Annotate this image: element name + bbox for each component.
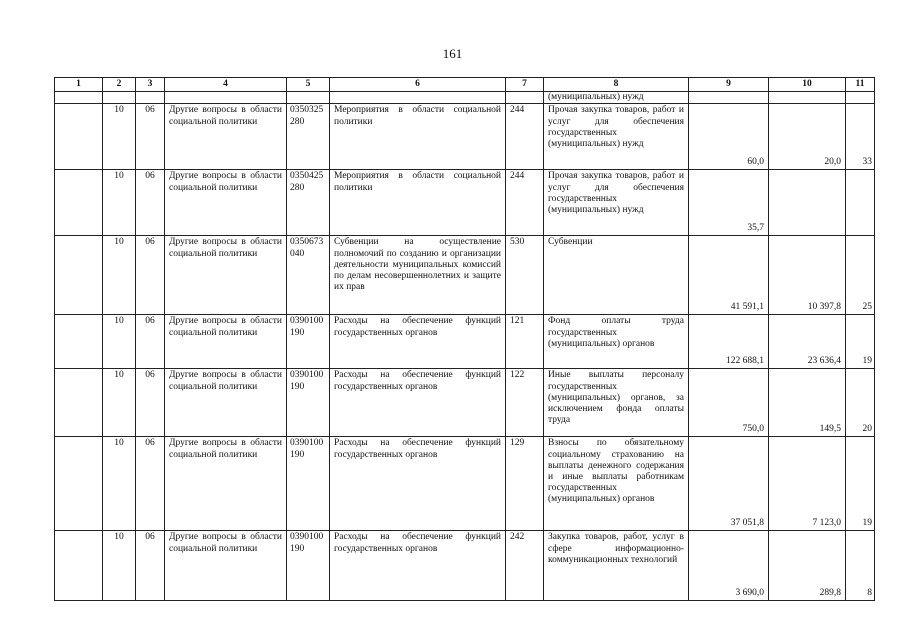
column-header-8: 8: [544, 78, 689, 92]
cell-subsection: [136, 92, 165, 104]
cell-col11: 19: [846, 315, 875, 369]
cell-target-code: 0390100190: [287, 315, 330, 369]
cell-subsection: 06: [136, 315, 165, 369]
cell-col1: [55, 236, 103, 315]
cell-expense-type: 121: [506, 315, 544, 369]
cell-col10: 7 123,0: [769, 437, 846, 531]
table-row: [55, 315, 875, 369]
table-body: [55, 92, 875, 601]
cell-col11: [846, 170, 875, 236]
cell-col10: 23 636,4: [769, 315, 846, 369]
column-header-11: 11: [846, 78, 875, 92]
column-header-5: 5: [287, 78, 330, 92]
cell-col1: [55, 369, 103, 437]
cell-target-code: 0350673040: [287, 236, 330, 315]
cell-section: 10: [103, 531, 136, 601]
table-row: [55, 236, 875, 315]
cell-section: 10: [103, 315, 136, 369]
table-row: [55, 369, 875, 437]
cell-section-name: Другие вопросы в области социальной политики: [165, 369, 287, 437]
cell-col11: 19: [846, 437, 875, 531]
column-header-2: 2: [103, 78, 136, 92]
cell-col10: 149,5: [769, 369, 846, 437]
cell-section-name: Другие вопросы в области социальной политики: [165, 104, 287, 170]
cell-col11: 20: [846, 369, 875, 437]
cell-target-name: [330, 92, 506, 104]
cell-col9: 60,0: [689, 104, 769, 170]
continuation-text: (муниципальных) нужд: [544, 92, 689, 104]
column-header-6: 6: [330, 78, 506, 92]
cell-target-name: Мероприятия в области социальной политики: [330, 104, 506, 170]
cell-target-code: 0390100190: [287, 369, 330, 437]
cell-subsection: 06: [136, 369, 165, 437]
cell-target-code: 0350425280: [287, 170, 330, 236]
column-header-3: 3: [136, 78, 165, 92]
cell-col1: [55, 437, 103, 531]
cell-expense-name: Прочая закупка товаров, работ и услуг для обеспечения государственных (муниципальных) нужд: [544, 170, 689, 236]
column-header-10: 10: [769, 78, 846, 92]
cell-expense-type: 122: [506, 369, 544, 437]
cell-col11: 8: [846, 531, 875, 601]
cell-expense-name: Прочая закупка товаров, работ и услуг для обеспечения государственных (муниципальных) нужд: [544, 104, 689, 170]
cell-col10: [769, 170, 846, 236]
cell-section-name: Другие вопросы в области социальной политики: [165, 437, 287, 531]
cell-target-name: Расходы на обеспечение функций государственных органов: [330, 369, 506, 437]
cell-target-name: Расходы на обеспечение функций государственных органов: [330, 531, 506, 601]
cell-section: 10: [103, 236, 136, 315]
cell-col9: 3 690,0: [689, 531, 769, 601]
cell-col1: [55, 104, 103, 170]
cell-target-code: 0350325280: [287, 104, 330, 170]
column-header-4: 4: [165, 78, 287, 92]
cell-col10: 289,8: [769, 531, 846, 601]
cell-subsection: 06: [136, 437, 165, 531]
cell-col9: 750,0: [689, 369, 769, 437]
cell-section-name: Другие вопросы в области социальной политики: [165, 531, 287, 601]
cell-col9: 41 591,1: [689, 236, 769, 315]
cell-section: 10: [103, 369, 136, 437]
cell-col1: [55, 315, 103, 369]
cell-subsection: 06: [136, 170, 165, 236]
cell-target-name: Мероприятия в области социальной политики: [330, 170, 506, 236]
cell-subsection: 06: [136, 531, 165, 601]
cell-col9: 35,7: [689, 170, 769, 236]
page-number: 161: [442, 46, 463, 61]
cell-col11: [846, 92, 875, 104]
column-header-7: 7: [506, 78, 544, 92]
cell-expense-name: Иные выплаты персоналу государственных (муниципальных) органов, за исключением фонда оплаты труда: [544, 369, 689, 437]
cell-expense-type: 244: [506, 170, 544, 236]
cell-target-code: [287, 92, 330, 104]
cell-col1: [55, 531, 103, 601]
cell-section: 10: [103, 170, 136, 236]
cell-expense-type: 244: [506, 104, 544, 170]
cell-col9: [689, 92, 769, 104]
cell-col11: 25: [846, 236, 875, 315]
cell-section-name: [165, 92, 287, 104]
cell-section-name: Другие вопросы в области социальной политики: [165, 170, 287, 236]
cell-section-name: Другие вопросы в области социальной политики: [165, 236, 287, 315]
cell-expense-name: Фонд оплаты труда государственных (муниципальных) органов: [544, 315, 689, 369]
cell-target-name: Субвенции на осуществление полномочий по созданию и организации деятельности муниципальных комиссий по делам несовершеннолетних и защите их прав: [330, 236, 506, 315]
cell-target-code: 0390100190: [287, 437, 330, 531]
cell-target-name: Расходы на обеспечение функций государственных органов: [330, 315, 506, 369]
cell-col9: 122 688,1: [689, 315, 769, 369]
cell-subsection: 06: [136, 236, 165, 315]
cell-col10: 20,0: [769, 104, 846, 170]
cell-col1: [55, 170, 103, 236]
cell-col1: [55, 92, 103, 104]
table-row: [55, 531, 875, 601]
cell-expense-name: Закупка товаров, работ, услуг в сфере информационно-коммуникационных технологий: [544, 531, 689, 601]
cell-target-name: Расходы на обеспечение функций государственных органов: [330, 437, 506, 531]
column-header-1: 1: [55, 78, 103, 92]
cell-expense-type: [506, 92, 544, 104]
cell-expense-type: 530: [506, 236, 544, 315]
table-row: [55, 170, 875, 236]
cell-section: 10: [103, 437, 136, 531]
cell-col11: 33: [846, 104, 875, 170]
cell-expense-name: Взносы по обязательному социальному страхованию на выплаты денежного содержания и иные выплаты работникам государственных (муниципальных) органов: [544, 437, 689, 531]
cell-col10: [769, 92, 846, 104]
cell-expense-type: 129: [506, 437, 544, 531]
cell-subsection: 06: [136, 104, 165, 170]
cell-section: 10: [103, 104, 136, 170]
cell-section-name: Другие вопросы в области социальной политики: [165, 315, 287, 369]
cell-col10: 10 397,8: [769, 236, 846, 315]
cell-expense-type: 242: [506, 531, 544, 601]
column-header-9: 9: [689, 78, 769, 92]
table-row: [55, 437, 875, 531]
cell-section: [103, 92, 136, 104]
header-row: [55, 78, 875, 92]
table-row: [55, 104, 875, 170]
cell-expense-name: Субвенции: [544, 236, 689, 315]
budget-table: [54, 77, 875, 601]
continuation-row: [55, 92, 875, 104]
cell-col9: 37 051,8: [689, 437, 769, 531]
cell-target-code: 0390100190: [287, 531, 330, 601]
